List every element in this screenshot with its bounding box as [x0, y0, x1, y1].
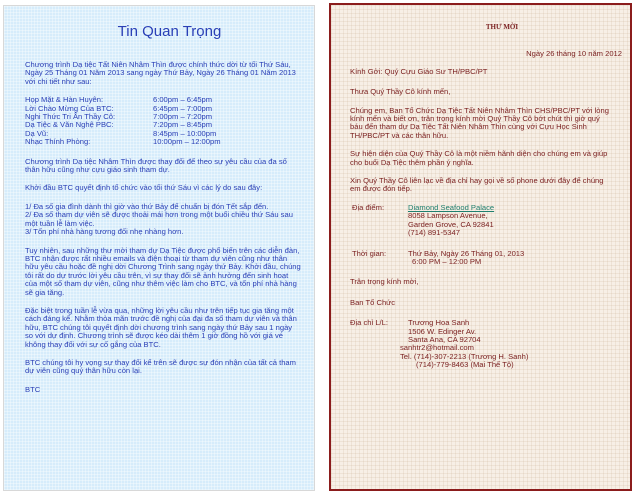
reason-item: 2/ Đa số tham dự viên sẽ được thoải mái hơn trong một buổi chiều thứ Sáu sau một tuần lễ làm việc.	[25, 210, 293, 228]
schedule-time: 6:00pm – 6:45pm	[153, 95, 213, 105]
closing: Trân trọng kính mời,	[350, 277, 419, 287]
schedule-time: 10:00pm – 12:00pm	[153, 137, 221, 147]
invitation-greeting: Thưa Quý Thầy Cô kính mến,	[350, 87, 451, 97]
invitation-date: Ngày 26 tháng 10 năm 2012	[526, 49, 622, 59]
organizer: Ban Tổ Chức	[350, 297, 396, 307]
venue-street: 8058 Lampson Avenue,	[408, 211, 488, 221]
signature-btc: BTC	[25, 384, 41, 394]
schedule-list	[25, 96, 302, 146]
schedule-label: Lời Chào Mừng Của BTC:	[25, 103, 114, 113]
invitation-body-3: Xin Quý Thầy Cô liên lạc về địa chỉ hay gọi về số phone dưới đây để chúng em được đón tiếp.	[350, 176, 604, 194]
reason-intro: Khởi đầu BTC quyết định tổ chức vào tối thứ Sáu vì các lý do sau đây:	[25, 183, 263, 193]
change-note: Chương trình Dạ tiệc Nhâm Thìn được thay đổi để theo sự yêu cầu của đa số thân hữu cũng như cựu giáo sinh tham dự.	[25, 156, 287, 175]
reason-list	[25, 203, 302, 237]
venue-city: Garden Grove, CA 92841	[408, 219, 494, 229]
schedule-label: Dạ Vũ:	[25, 128, 49, 138]
venue-block	[352, 204, 610, 238]
event-hours: 6:00 PM – 12:00 PM	[412, 256, 482, 266]
paragraph-1: Tuy nhiên, sau những thư mời tham dự Dạ Tiệc được phổ biến trên các diễn đàn, BTC nhận được rất nhiều emails và điện thoại từ tham dự viên cũng như thân hữu yêu cầu hoặc đề nghị dời Chương Trình sang ngày thứ Bảy. Khởi đầu, chúng tôi rất do dự trước lời yêu cầu trên, vì sự thay đổi sẽ ảnh hưởng đến sinh hoạt của một số tham dự viên, cũng như thêm việc làm cho BTC, và tổn phí nhà hàng sẽ gia tăng.	[25, 245, 301, 297]
invitation-body-1: Chúng em, Ban Tổ Chức Dạ Tiệc Tất Niên Nhâm Thìn CHS/PBC/PT với lòng kính mến và biết ơn, trân trọng kính mời Quý Thầy Cô bớt chút thì giờ quý báu đến tham dự Dạ Tiệc Tất Niên Nhâm Thìn cùng với Cựu Học Sinh TH/PBC/PT và các thân hữu.	[350, 105, 609, 140]
schedule-time: 8:45pm – 10:00pm	[153, 128, 217, 138]
invitation-recipient: Kính Gởi: Quý Cựu Giáo Sư TH/PBC/PT	[350, 66, 488, 76]
contact-block	[350, 319, 610, 361]
announcement-title: Tin Quan Trọng	[117, 23, 222, 40]
contact-name: Trương Hoa Sanh	[408, 318, 470, 328]
paragraph-2: Đặc biệt trong tuần lễ vừa qua, những lời yêu cầu như trên tiếp tục gia tăng một cách đáng kể. Nhằm thỏa mãn trước đề nghị của đại đa số tham dự viên và thân hữu, BTC chúng tôi quyết định dời chương trình sang ngày thứ Bảy sau 1 ngày so với dự định. Chương trình sẽ được kéo dài thêm 1 giờ đồng hồ với giá vé không thay đổi với sự cố gắng của BTC.	[25, 305, 297, 349]
venue-label: Địa điểm:	[352, 202, 385, 212]
time-label: Thời gian:	[352, 248, 387, 258]
event-date: Thứ Bảy, Ngày 26 Tháng 01, 2013	[408, 248, 525, 258]
invitation-title: THƯ MỜI	[485, 23, 519, 31]
paragraph-3: BTC chúng tôi hy vọng sự thay đổi kể trên sẽ được sự đón nhận của tất cả tham dự viên cũng quý thân hữu còn lại.	[25, 357, 296, 376]
contact-city: Santa Ana, CA 92704	[408, 334, 481, 344]
invitation-body-2: Sự hiện diện của Quý Thầy Cô là một niềm hãnh diện cho chúng em và giúp cho buổi Dạ Tiệc thêm phần ý nghĩa.	[350, 149, 608, 167]
schedule-label: Dạ Tiệc & Văn Nghệ PBC:	[25, 120, 114, 130]
contact-street: 1506 W. Edinger Av.	[408, 326, 477, 336]
contact-email: sanhtr2@hotmail.com	[400, 343, 474, 353]
contact-details	[400, 319, 528, 361]
announcement-intro: Chương trình Dạ tiệc Tất Niên Nhâm Thìn được chính thức dời từ tối Thứ Sáu, Ngày 25 Tháng 01 Năm 2013 sang ngày Thứ Bảy, Ngày 26 Tháng 01 Năm 2013 với chi tiết như sau:	[25, 60, 296, 86]
time-details	[408, 250, 524, 267]
schedule-label: Nhạc Thính Phòng:	[25, 137, 91, 147]
venue-phone: (714) 891-5347	[408, 228, 460, 238]
reason-item: 1/ Đa số gia đình dành thì giờ vào thứ Bảy để chuẩn bị đón Tết sắp đến.	[25, 201, 269, 211]
schedule-label: Họp Mặt & Hàn Huyên:	[25, 95, 104, 105]
contact-label: Địa chỉ L/L:	[350, 318, 388, 328]
contact-tel: Tel. (714)-307-2213 (Trương H. Sanh)	[400, 351, 529, 361]
reason-item: 3/ Tổn phí nhà hàng tương đối nhẹ nhàng hơn.	[25, 227, 184, 237]
schedule-row	[25, 138, 302, 146]
venue-details	[408, 204, 494, 238]
announcement-panel	[3, 5, 315, 491]
invitation-panel	[329, 3, 632, 491]
contact-tel-2: (714)-779-8463 (Mai Thế Tộ)	[416, 360, 514, 370]
schedule-time: 6:45pm – 7:00pm	[153, 103, 213, 113]
schedule-label: Nghi Thức Tri Ân Thầy Cô:	[25, 112, 116, 122]
venue-link[interactable]: Diamond Seafood Palace	[408, 202, 495, 212]
schedule-time: 7:00pm – 7:20pm	[153, 112, 213, 122]
schedule-time: 7:20pm – 8:45pm	[153, 120, 213, 130]
time-block	[352, 250, 610, 267]
